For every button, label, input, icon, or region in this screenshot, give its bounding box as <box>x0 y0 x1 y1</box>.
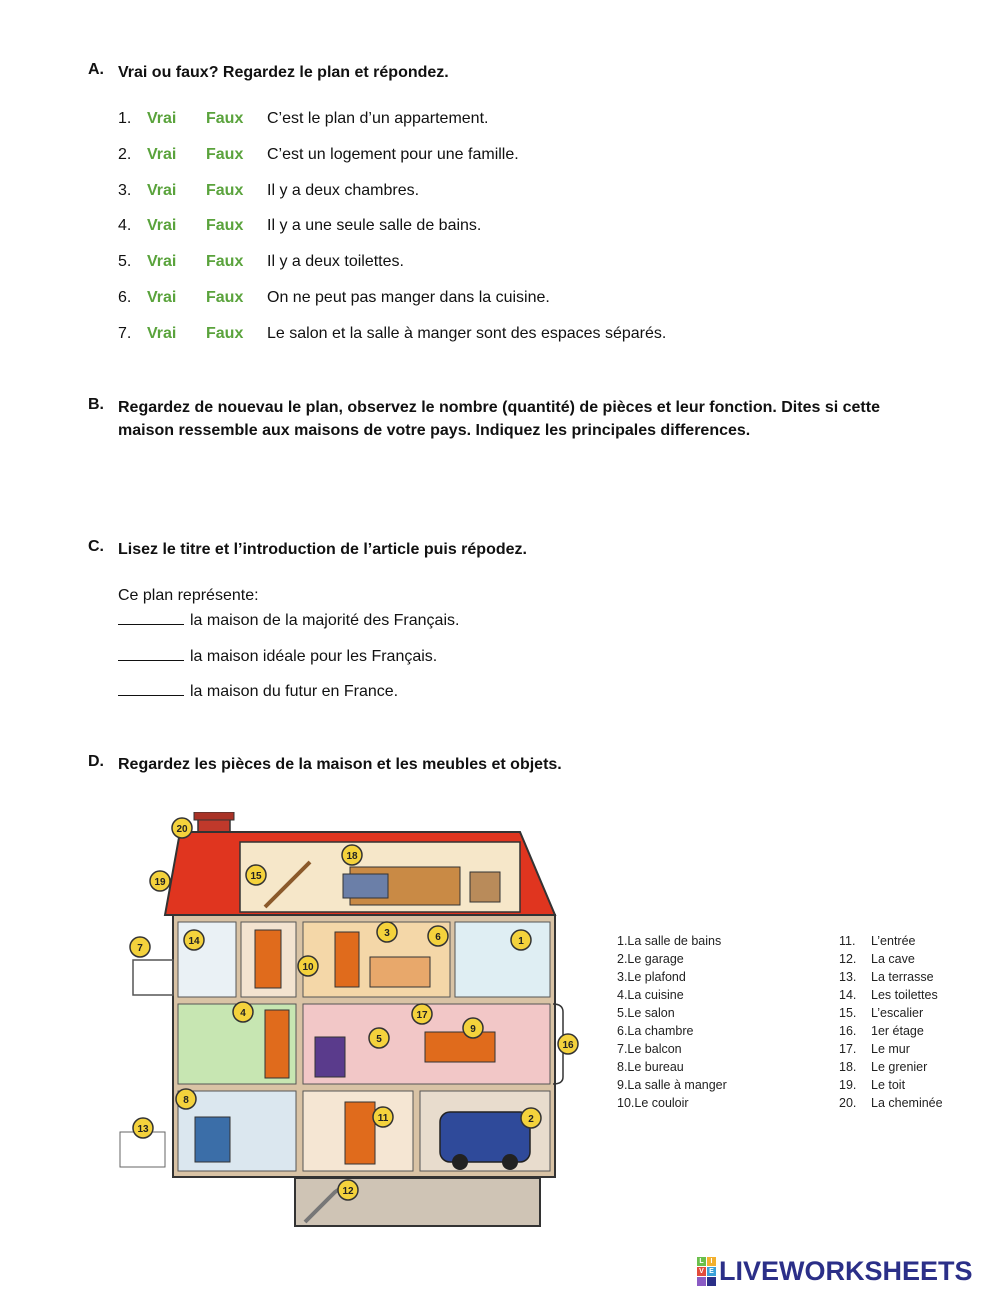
marker-number: 11 <box>377 1113 389 1124</box>
option-text: la maison du futur en France. <box>190 683 399 700</box>
section-d-title: Regardez les pièces de la maison et les meubles et objets. <box>118 756 562 773</box>
legend-item <box>839 1094 943 1112</box>
question-row <box>118 108 918 130</box>
attic-rolls <box>343 874 388 898</box>
question-text: On ne peut pas manger dans la cuisine. <box>267 289 550 306</box>
vrai-option[interactable]: Vrai <box>147 289 177 306</box>
legend-item <box>839 1004 943 1022</box>
legend-item <box>839 1058 943 1076</box>
section-b-letter: B. <box>88 396 104 413</box>
cellar <box>295 1178 540 1226</box>
legend-item <box>839 1076 943 1094</box>
legend-label: L’escalier <box>871 1006 924 1020</box>
marker-number: 10 <box>302 962 314 973</box>
legend-number: 19. <box>839 1078 857 1092</box>
legend-number: 20. <box>839 1096 857 1110</box>
legend-label: La cheminée <box>871 1096 943 1110</box>
marker-number: 2 <box>528 1114 534 1125</box>
marker-number: 12 <box>342 1186 354 1197</box>
legend-number: 13. <box>839 970 857 984</box>
section-b-line-1: Regardez de nouevau le plan, observez le nombre (quantité) de pièces et leur fonction. Dites si cette <box>118 399 880 416</box>
legend-label: Les toilettes <box>871 988 938 1002</box>
section-b-instructions <box>118 396 968 442</box>
question-text: Le salon et la salle à manger sont des espaces séparés. <box>267 325 667 342</box>
dining-table <box>425 1032 495 1062</box>
marker-number: 18 <box>346 851 358 862</box>
section-a-letter: A. <box>88 61 104 78</box>
kitchen-door <box>265 1010 289 1078</box>
option-text: la maison de la majorité des Français. <box>190 612 460 629</box>
legend-item <box>839 932 943 950</box>
legend-number: 16. <box>839 1024 857 1038</box>
legend-item: 3.Le plafond <box>617 970 686 984</box>
section-b-line-2: maison ressemble aux maisons de votre pays. Indiquez les principales differences. <box>118 422 751 439</box>
legend-number: 17. <box>839 1042 857 1056</box>
legend-item <box>839 1040 943 1058</box>
logo-letter: V <box>697 1267 706 1276</box>
vrai-option[interactable]: Vrai <box>147 253 177 270</box>
vrai-option[interactable]: Vrai <box>147 110 177 127</box>
question-text: Il y a deux chambres. <box>267 182 420 199</box>
question-text: Il y a deux toilettes. <box>267 253 404 270</box>
legend-item <box>839 986 943 1004</box>
entrance-door <box>345 1102 375 1164</box>
legend-right <box>839 932 943 1112</box>
question-row <box>118 144 918 166</box>
liveworksheets-logo <box>697 1256 973 1286</box>
legend-item: 5.Le salon <box>617 1006 675 1020</box>
section-c-title: Lisez le titre et l’introduction de l’article puis répodez. <box>118 541 527 558</box>
legend-number: 12. <box>839 952 857 966</box>
vrai-option[interactable]: Vrai <box>147 146 177 163</box>
chimney-cap <box>194 812 234 820</box>
question-row <box>118 215 918 237</box>
marker-number: 6 <box>435 932 441 943</box>
car <box>440 1112 530 1162</box>
faux-option[interactable]: Faux <box>206 182 244 199</box>
option-row <box>118 680 398 703</box>
logo-text: LIVEWORKSHEETS <box>719 1255 973 1286</box>
legend-label: Le mur <box>871 1042 910 1056</box>
question-text: C’est le plan d’un appartement. <box>267 110 489 127</box>
legend-item <box>839 1022 943 1040</box>
question-row <box>118 323 918 345</box>
marker-number: 15 <box>250 871 262 882</box>
legend-label: Le toit <box>871 1078 906 1092</box>
faux-option[interactable]: Faux <box>206 110 244 127</box>
car-wheel <box>502 1154 518 1170</box>
logo-blocks-icon <box>697 1257 716 1286</box>
legend-item: 4.La cuisine <box>617 988 684 1002</box>
legend-label: Le grenier <box>871 1060 928 1074</box>
question-number: 7. <box>118 325 132 342</box>
answer-blank-2[interactable] <box>118 645 184 661</box>
question-row <box>118 287 918 309</box>
legend-item: 6.La chambre <box>617 1024 694 1038</box>
vrai-option[interactable]: Vrai <box>147 217 177 234</box>
legend-item: 8.Le bureau <box>617 1060 684 1074</box>
legend-item: 1.La salle de bains <box>617 934 722 948</box>
question-text: C’est un logement pour une famille. <box>267 146 519 163</box>
vrai-option[interactable]: Vrai <box>147 325 177 342</box>
armchair <box>315 1037 345 1077</box>
legend-label: 1er étage <box>871 1024 924 1038</box>
question-row <box>118 251 918 273</box>
wardrobe <box>335 932 359 987</box>
balcony-rail <box>133 960 173 995</box>
marker-number: 7 <box>137 943 143 954</box>
legend-item: 9.La salle à manger <box>617 1078 727 1092</box>
legend-number: 15. <box>839 1006 857 1020</box>
question-number: 3. <box>118 182 132 199</box>
marker-number: 5 <box>376 1034 382 1045</box>
legend-number: 18. <box>839 1060 857 1074</box>
marker-number: 8 <box>183 1095 189 1106</box>
question-row <box>118 180 918 202</box>
question-number: 1. <box>118 110 132 127</box>
question-number: 4. <box>118 217 132 234</box>
car-wheel <box>452 1154 468 1170</box>
option-text: la maison idéale pour les Français. <box>190 648 438 665</box>
legend-label: La cave <box>871 952 915 966</box>
legend-label: La terrasse <box>871 970 934 984</box>
logo-letter: L <box>697 1257 706 1266</box>
section-c-intro: Ce plan représente: <box>118 587 259 604</box>
legend-label: L’entrée <box>871 934 916 948</box>
answer-blank-1[interactable] <box>118 609 184 625</box>
option-row <box>118 645 437 668</box>
legend-number: 11. <box>839 934 856 948</box>
bed <box>370 957 430 987</box>
question-number: 2. <box>118 146 132 163</box>
hall-door <box>255 930 281 988</box>
bathroom <box>455 922 550 997</box>
marker-number: 19 <box>154 877 166 888</box>
marker-number: 17 <box>416 1010 428 1021</box>
marker-number: 14 <box>188 936 200 947</box>
answer-blank-3[interactable] <box>118 680 184 696</box>
legend-left <box>617 932 727 1112</box>
vrai-option[interactable]: Vrai <box>147 182 177 199</box>
question-text: Il y a une seule salle de bains. <box>267 217 482 234</box>
faux-option[interactable]: Faux <box>206 146 244 163</box>
faux-option[interactable]: Faux <box>206 217 244 234</box>
faux-option[interactable]: Faux <box>206 253 244 270</box>
marker-number: 13 <box>137 1124 149 1135</box>
logo-letter: I <box>707 1257 716 1266</box>
marker-number: 16 <box>562 1040 574 1051</box>
marker-number: 9 <box>470 1024 476 1035</box>
legend-item <box>839 950 943 968</box>
attic-box <box>470 872 500 902</box>
section-c-letter: C. <box>88 538 104 555</box>
faux-option[interactable]: Faux <box>206 289 244 306</box>
question-number: 5. <box>118 253 132 270</box>
legend-item: 2.Le garage <box>617 952 684 966</box>
section-d-letter: D. <box>88 753 104 770</box>
marker-number: 1 <box>518 936 524 947</box>
office-cabinet <box>195 1117 230 1162</box>
legend-number: 14. <box>839 988 857 1002</box>
legend-item: 7.Le balcon <box>617 1042 682 1056</box>
marker-number: 3 <box>384 928 390 939</box>
option-row <box>118 609 459 632</box>
house-illustration <box>115 812 585 1230</box>
legend-item: 10.Le couloir <box>617 1096 689 1110</box>
question-number: 6. <box>118 289 132 306</box>
faux-option[interactable]: Faux <box>206 325 244 342</box>
marker-number: 4 <box>240 1008 246 1019</box>
section-a-title: Vrai ou faux? Regardez le plan et répondez. <box>118 64 449 81</box>
logo-letter: E <box>707 1267 716 1276</box>
legend-item <box>839 968 943 986</box>
marker-number: 20 <box>176 824 188 835</box>
